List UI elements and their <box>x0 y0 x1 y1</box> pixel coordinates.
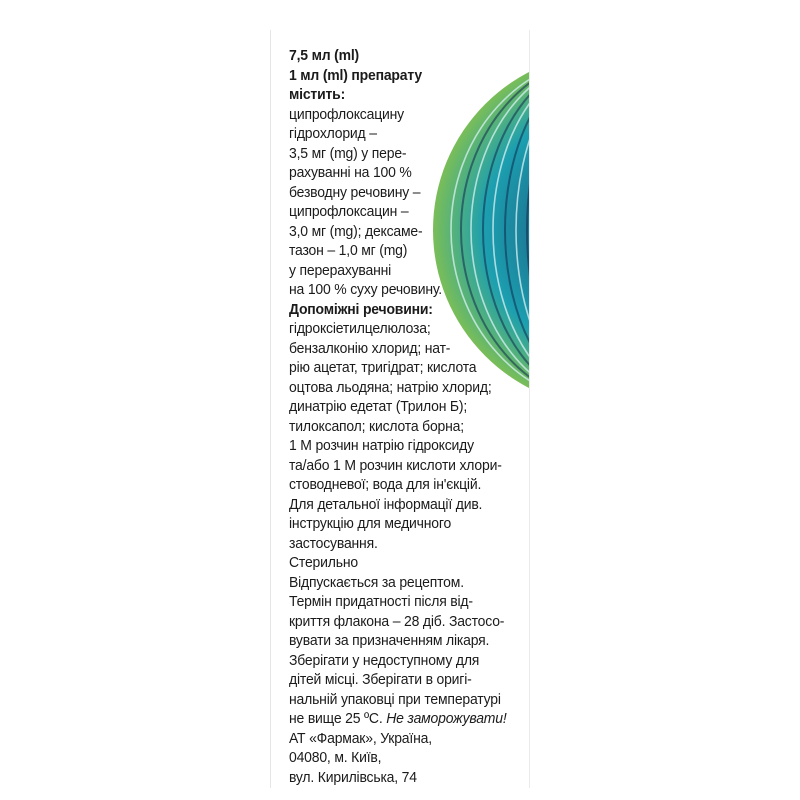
per-ml-heading-line1: 1 мл (ml) препарату <box>289 66 422 84</box>
storage-temp-text: не вище 25 ºС. <box>289 710 383 727</box>
volume-text: 7,5 мл (ml) <box>289 47 359 64</box>
package-label-text <box>289 46 510 787</box>
per-ml-heading-line2: містить: <box>289 86 346 103</box>
shelf-life-text: Термін придатності після від- криття флакона – 28 діб. Застосо- вувати за призначенням лікаря. <box>289 593 505 649</box>
storage-text: Зберігати у недоступному для дітей місці. Зберігати в оригі- нальній упаковці при температурі <box>289 651 501 708</box>
excipients-text: гідроксіетилцелюлоза; бензалконію хлорид; нат- рію ацетат, тригідрат; кислота оцтова льодяна; натрію хлорид; динатрію едетат (Трилон Б); тилоксапол; кислота борна; 1 М розчин натрію гідроксиду та/або 1 М розчин кислоти хлори- стоводневої; вода для ін'єкцій. <box>289 320 502 493</box>
instructions-note: Для детальної інформації див. інструкцію для медичного застосування. <box>289 495 483 552</box>
sterile-text: Стерильно <box>289 554 358 571</box>
manufacturer-address: АТ «Фармак», Україна, 04080, м. Київ, вул. Кирилівська, 74 <box>289 729 432 786</box>
active-ingredients-text: ципрофлоксацину гідрохлорид – 3,5 мг (mg) у пере- рахуванні на 100 % безводну речовину – ципрофлоксацин – 3,0 мг (mg); дексаме- тазон – 1,0 мг (mg) у перерахуванні на 100 % суху речовину. <box>289 105 443 298</box>
storage-temp-line <box>289 709 510 729</box>
no-freeze-text: Не заморожувати! <box>386 710 507 727</box>
excipients-heading: Допоміжні речовини: <box>289 300 433 318</box>
prescription-text: Відпускається за рецептом. <box>289 573 464 591</box>
